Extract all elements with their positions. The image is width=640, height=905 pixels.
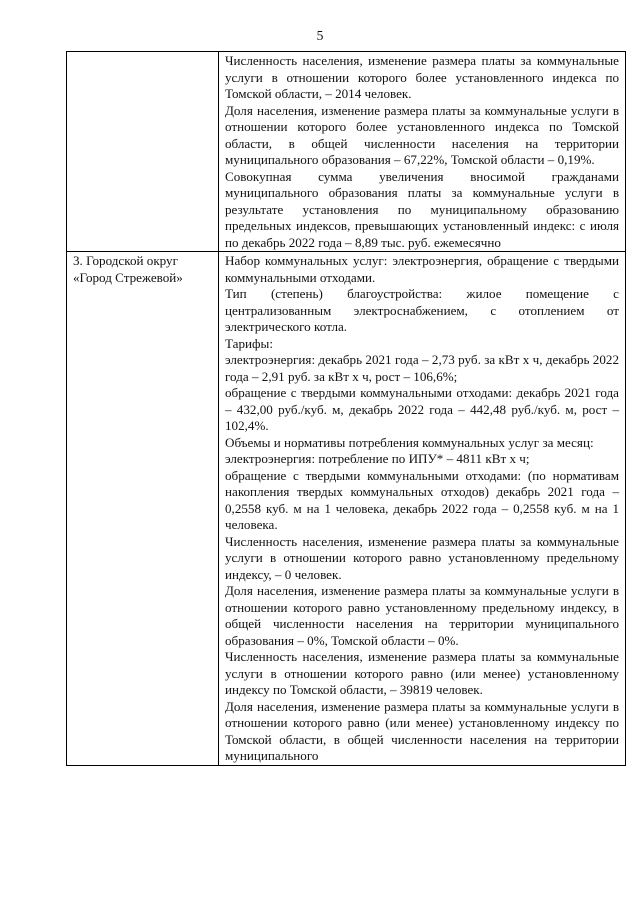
paragraph: Доля населения, изменение размера платы за коммунальные услуги в отношении которого более установленного индекса по Томской области, в общей численности населения на территории муниципального образования – 67,22%, Томской области – 0,19%. <box>225 102 619 167</box>
paragraph: Набор коммунальных услуг: электроэнергия, обращение с твердыми коммунальными отходами. <box>225 253 619 285</box>
paragraph: электроэнергия: декабрь 2021 года – 2,73 руб. за кВт х ч, декабрь 2022 года – 2,91 руб. за кВт х ч, рост – 106,6%; <box>225 352 619 384</box>
municipality-tariff-table <box>66 51 626 766</box>
paragraph: Численность населения, изменение размера платы за коммунальные услуги в отношении которого более установленного индекса по Томской области, – 2014 человек. <box>225 53 619 101</box>
municipality-cell <box>67 52 219 252</box>
paragraph: электроэнергия: потребление по ИПУ* – 4811 кВт х ч; <box>225 451 530 466</box>
page-number: 5 <box>316 28 324 43</box>
paragraph: Тарифы: <box>225 335 273 351</box>
paragraph: Тип (степень) благоустройства: жилое помещение с централизованным электроснабжением, с отоплением от электрического котла. <box>225 286 619 334</box>
paragraph: обращение с твердыми коммунальными отходами: декабрь 2021 года – 432,00 руб./куб. м, декабрь 2022 года – 442,48 руб./куб. м, рост – 102,4%. <box>225 385 619 433</box>
paragraph: Численность населения, изменение размера платы за коммунальные услуги в отношении которого равно установленному предельному индексу, – 0 человек. <box>225 533 619 582</box>
paragraph: Численность населения, изменение размера платы за коммунальные услуги в отношении которого равно (или менее) установленному индексу по Томской области, – 39819 человек. <box>225 649 619 697</box>
paragraph: обращение с твердыми коммунальными отходами: (по нормативам накопления твердых коммунальных отходов) декабрь 2021 года – 0,2558 куб. м на 1 человека, декабрь 2022 года – 0,2558 куб. м на 1 человека. <box>225 467 619 532</box>
paragraph: Доля населения, изменение размера платы за коммунальные услуги в отношении которого равно (или менее) установленному индексу по Томской области, в общей численности населения на территории муниципального <box>225 698 619 763</box>
municipality-name: 3. Городской округ «Город Стрежевой» <box>73 253 183 285</box>
table-row <box>67 52 626 252</box>
details-cell <box>219 252 626 766</box>
paragraph: Объемы и нормативы потребления коммунальных услуг за месяц: <box>225 434 594 450</box>
paragraph: Совокупная сумма увеличения вносимой гражданами муниципального образования платы за коммунальные услуги в результате установления по муниципальному образованию предельных индексов, превышающих установленный индекс: с июля по декабрь 2022 года – 8,89 тыс. руб. ежемесячно <box>225 168 619 250</box>
municipality-cell <box>67 252 219 766</box>
paragraph: Доля населения, изменение размера платы за коммунальные услуги в отношении которого равно установленному предельному индексу, в общей численности населения на территории муниципального образования – 0%, Томской области – 0%. <box>225 583 619 648</box>
table-row <box>67 252 626 766</box>
details-cell <box>219 52 626 252</box>
